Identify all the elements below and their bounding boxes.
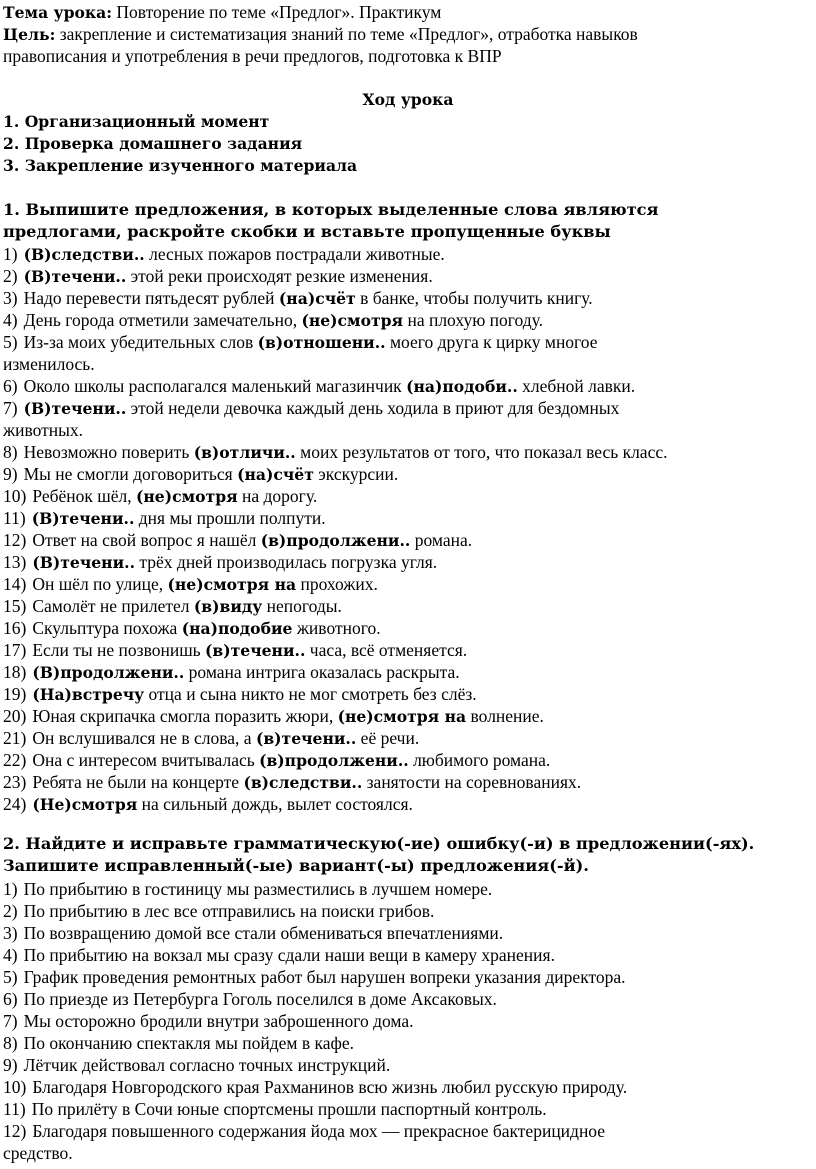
topic-line <box>3 1 441 24</box>
lesson-title: Ход урока <box>362 90 454 109</box>
item-text: Надо перевести пятьдесят рублей <box>23 288 279 308</box>
item-text: Он шёл по улице, <box>32 574 168 594</box>
item-number: 8) <box>3 1033 18 1053</box>
highlighted-word: (на)счёт <box>237 465 314 484</box>
item-number: 6) <box>3 989 18 1009</box>
item-number: 1) <box>3 244 18 264</box>
item-text: Самолёт не прилетел <box>32 596 194 616</box>
task1-item <box>3 529 472 552</box>
item-number: 15) <box>3 596 27 616</box>
task2-item <box>3 900 434 922</box>
highlighted-word: (В)следстви.. <box>23 245 145 264</box>
task1-item <box>3 463 398 486</box>
item-text: Она с интересом вчитывалась <box>32 750 260 770</box>
task1-item <box>3 397 619 420</box>
task1-item-continued: животных. <box>3 420 84 440</box>
item-text: Из-за моих убедительных слов <box>23 332 258 352</box>
task2-item <box>3 944 555 966</box>
goal-label: Цель: <box>3 25 56 44</box>
topic-text: Повторение по теме «Предлог». Практикум <box>112 2 442 22</box>
item-number: 4) <box>3 945 18 965</box>
item-number: 2) <box>3 266 18 286</box>
task2-item <box>3 922 503 944</box>
item-text: животного. <box>292 618 381 638</box>
item-number: 23) <box>3 772 27 792</box>
item-text: прохожих. <box>296 574 378 594</box>
lesson-step: 3. Закрепление изученного материала <box>3 156 358 175</box>
item-number: 13) <box>3 552 27 572</box>
item-text: экскурсии. <box>313 464 399 484</box>
highlighted-word: (не)смотря <box>136 487 238 506</box>
highlighted-word: (На)встречу <box>32 685 145 704</box>
item-text: на сильный дождь, вылет состоялся. <box>137 794 413 814</box>
item-text: По прибытию в лес все отправились на поиски грибов. <box>23 901 435 921</box>
task2-item <box>3 1054 390 1076</box>
item-text: непогоды. <box>262 596 342 616</box>
item-text: романа. <box>410 530 473 550</box>
item-text: этой недели девочка каждый день ходила в приют для бездомных <box>126 398 620 418</box>
item-text: на плохую погоду. <box>403 310 544 330</box>
item-text: на дорогу. <box>237 486 318 506</box>
topic-label: Тема урока: <box>3 3 113 22</box>
task1-item <box>3 793 413 816</box>
task1-item <box>3 331 598 354</box>
highlighted-word: (В)течени.. <box>23 399 127 418</box>
item-text: Ребята не были на концерте <box>32 772 244 792</box>
highlighted-word: (в)течени.. <box>205 641 306 660</box>
highlighted-word: (Не)смотря <box>32 795 138 814</box>
item-text: романа интрига оказалась раскрыта. <box>184 662 460 682</box>
item-number: 22) <box>3 750 27 770</box>
item-text: Мы не смогли договориться <box>23 464 238 484</box>
item-number: 1) <box>3 879 18 899</box>
task1-item <box>3 727 419 750</box>
item-text: любимого романа. <box>408 750 551 770</box>
task1-item <box>3 639 467 662</box>
item-number: 16) <box>3 618 27 638</box>
item-text: Если ты не позвонишь <box>32 640 206 660</box>
task1-item <box>3 265 433 288</box>
item-number: 8) <box>3 442 18 462</box>
item-number: 14) <box>3 574 27 594</box>
goal-line <box>3 23 638 46</box>
lesson-step: 2. Проверка домашнего задания <box>3 134 303 153</box>
item-text: Благодаря Новгородского края Рахманинов всю жизнь любил русскую природу. <box>32 1077 628 1097</box>
highlighted-word: (в)течени.. <box>255 729 357 748</box>
item-text: в банке, чтобы получить книгу. <box>355 288 593 308</box>
item-number: 24) <box>3 794 27 814</box>
item-number: 19) <box>3 684 27 704</box>
item-text: Мы осторожно бродили внутри заброшенного дома. <box>23 1011 414 1031</box>
item-text: Лётчик действовал согласно точных инструкций. <box>23 1055 391 1075</box>
item-number: 17) <box>3 640 27 660</box>
item-text: Около школы располагался маленький магазинчик <box>23 376 407 396</box>
task1-item-continued: изменилось. <box>3 354 95 374</box>
item-number: 6) <box>3 376 18 396</box>
item-text: моих результатов от того, что показал весь класс. <box>295 442 668 462</box>
highlighted-word: (не)смотря на <box>167 575 297 594</box>
item-text: По прибытию в гостиницу мы разместились в лучшем номере. <box>23 879 493 899</box>
task2-item <box>3 988 497 1010</box>
item-number: 11) <box>3 508 26 528</box>
goal-text: закрепление и систематизация знаний по теме «Предлог», отработка навыков <box>55 24 638 44</box>
task2-item <box>3 1076 627 1098</box>
item-text: трёх дней производилась погрузка угля. <box>135 552 438 572</box>
item-text: График проведения ремонтных работ был нарушен вопреки указания директора. <box>23 967 626 987</box>
highlighted-word: (В)продолжени.. <box>32 663 185 682</box>
task2-item <box>3 1120 605 1142</box>
highlighted-word: (в)продолжени.. <box>259 751 409 770</box>
item-number: 12) <box>3 1121 27 1141</box>
highlighted-word: (в)следстви.. <box>243 773 363 792</box>
task2-item <box>3 1098 547 1120</box>
highlighted-word: (в)отличи.. <box>193 443 296 462</box>
task2-item <box>3 1010 414 1032</box>
lesson-step: 1. Организационный момент <box>3 112 270 131</box>
task1-item <box>3 287 593 310</box>
task1-item <box>3 243 445 266</box>
task2-item-continued: средство. <box>3 1143 73 1163</box>
item-number: 12) <box>3 530 27 550</box>
item-text: лесных пожаров пострадали животные. <box>144 244 445 264</box>
item-text: По приезде из Петербурга Гоголь поселился в доме Аксаковых. <box>23 989 497 1009</box>
task1-item <box>3 705 544 728</box>
item-number: 7) <box>3 398 18 418</box>
highlighted-word: (не)смотря <box>301 311 404 330</box>
item-text: Невозможно поверить <box>23 442 194 462</box>
task1-item <box>3 771 581 794</box>
item-text: волнение. <box>466 706 544 726</box>
task1-heading-continued: предлогами, раскройте скобки и вставьте пропущенные буквы <box>3 222 611 241</box>
item-text: часа, всё отменяется. <box>305 640 468 660</box>
item-text: Ребёнок шёл, <box>32 486 136 506</box>
item-text: По прибытию на вокзал мы сразу сдали наши вещи в камеру хранения. <box>23 945 555 965</box>
task1-heading: 1. Выпишите предложения, в которых выделенные слова являются <box>3 200 659 219</box>
item-number: 5) <box>3 332 18 352</box>
item-text: День города отметили замечательно, <box>23 310 302 330</box>
task2-item <box>3 966 626 988</box>
item-text: дня мы прошли полпути. <box>134 508 326 528</box>
item-number: 5) <box>3 967 18 987</box>
item-number: 4) <box>3 310 18 330</box>
item-text: хлебной лавки. <box>517 376 636 396</box>
task2-heading: 2. Найдите и исправьте грамматическую(-ие) ошибку(-и) в предложении(-ях). <box>3 834 755 853</box>
task1-item <box>3 573 378 596</box>
item-number: 10) <box>3 486 27 506</box>
task1-item <box>3 441 667 464</box>
task1-item <box>3 749 550 772</box>
item-number: 9) <box>3 464 18 484</box>
item-text: Скульптура похожа <box>32 618 182 638</box>
item-text: Юная скрипачка смогла поразить жюри, <box>32 706 338 726</box>
item-text: этой реки происходят резкие изменения. <box>126 266 433 286</box>
item-text: отца и сына никто не мог смотреть без слёз. <box>144 684 477 704</box>
task1-item <box>3 485 317 508</box>
highlighted-word: (в)виду <box>193 597 263 616</box>
item-number: 11) <box>3 1099 26 1119</box>
highlighted-word: (в)продолжени.. <box>260 531 411 550</box>
item-number: 2) <box>3 901 18 921</box>
task1-item <box>3 551 437 574</box>
item-text: Ответ на свой вопрос я нашёл <box>32 530 261 550</box>
highlighted-word: (В)течени.. <box>32 553 136 572</box>
task1-item <box>3 661 460 684</box>
task1-item <box>3 683 477 706</box>
item-number: 7) <box>3 1011 18 1031</box>
task2-item <box>3 878 492 900</box>
item-text: её речи. <box>356 728 420 748</box>
item-number: 21) <box>3 728 27 748</box>
task1-item <box>3 595 342 618</box>
highlighted-word: (В)течени.. <box>23 267 127 286</box>
highlighted-word: (на)подоби.. <box>406 377 518 396</box>
item-number: 20) <box>3 706 27 726</box>
highlighted-word: (на)счёт <box>278 289 356 308</box>
item-number: 18) <box>3 662 27 682</box>
item-text: По прилёту в Сочи юные спортсмены прошли паспортный контроль. <box>31 1099 547 1119</box>
item-number: 10) <box>3 1077 27 1097</box>
highlighted-word: (В)течени.. <box>31 509 135 528</box>
task1-item <box>3 507 326 530</box>
item-number: 3) <box>3 288 18 308</box>
item-text: Благодаря повышенного содержания йода мох — прекрасное бактерицидное <box>32 1121 606 1141</box>
item-text: занятости на соревнованиях. <box>362 772 582 792</box>
highlighted-word: (на)подобие <box>181 619 293 638</box>
highlighted-word: (не)смотря на <box>337 707 467 726</box>
item-text: По возвращению домой все стали обмениваться впечатлениями. <box>23 923 504 943</box>
task2-heading-continued: Запишите исправленный(-ые) вариант(-ы) предложения(-й). <box>3 856 589 875</box>
task1-item <box>3 375 635 398</box>
task1-item <box>3 617 381 640</box>
task1-item <box>3 309 543 332</box>
item-number: 3) <box>3 923 18 943</box>
item-text: По окончанию спектакля мы пойдем в кафе. <box>23 1033 354 1053</box>
task2-item <box>3 1032 354 1054</box>
item-text: Он вслушивался не в слова, а <box>32 728 256 748</box>
goal-line-continued: правописания и употребления в речи предлогов, подготовка к ВПР <box>3 46 502 66</box>
item-text: моего друга к цирку многое <box>385 332 598 352</box>
highlighted-word: (в)отношени.. <box>257 333 386 352</box>
item-number: 9) <box>3 1055 18 1075</box>
